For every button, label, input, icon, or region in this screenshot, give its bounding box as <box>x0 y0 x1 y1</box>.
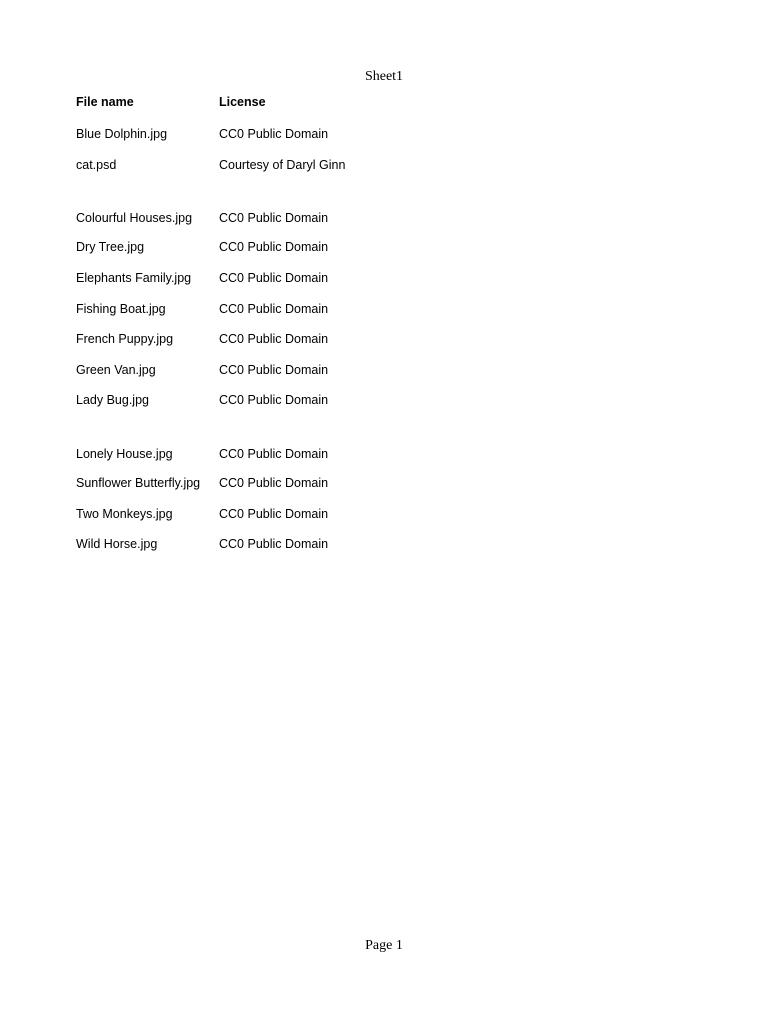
cell-file-name: Sunflower Butterfly.jpg <box>76 476 201 491</box>
cell-license: CC0 Public Domain <box>219 362 329 377</box>
cell-file-name: Fishing Boat.jpg <box>76 301 166 316</box>
cell-license: CC0 Public Domain <box>219 240 329 255</box>
table-row <box>76 263 419 294</box>
page-number: Page 1 <box>365 938 403 953</box>
sheet-title: Sheet1 <box>364 69 404 84</box>
table-row <box>76 324 419 355</box>
column-header-file-name: File name <box>76 95 134 109</box>
table-row <box>76 119 419 150</box>
cell-file-name: Lonely House.jpg <box>76 446 173 461</box>
table-row <box>76 293 419 324</box>
cell-file-name: French Puppy.jpg <box>76 332 174 347</box>
cell-file-name: Elephants Family.jpg <box>76 271 192 286</box>
table-header-row <box>76 93 419 119</box>
cell-license: CC0 Public Domain <box>219 127 329 142</box>
cell-file-name: Blue Dolphin.jpg <box>76 127 168 142</box>
cell-license: CC0 Public Domain <box>219 446 329 461</box>
table-row <box>76 468 419 499</box>
cell-license: CC0 Public Domain <box>219 332 329 347</box>
cell-license: CC0 Public Domain <box>219 506 329 521</box>
table-row <box>76 232 419 263</box>
table-row <box>76 498 419 529</box>
cell-license: Courtesy of Daryl Ginn <box>219 157 346 172</box>
cell-file-name: cat.psd <box>76 157 117 172</box>
cell-file-name: Green Van.jpg <box>76 362 156 377</box>
cell-file-name: Colourful Houses.jpg <box>76 211 193 226</box>
column-header-license: License <box>219 95 266 109</box>
table-row <box>76 355 419 386</box>
cell-license: CC0 Public Domain <box>219 211 329 226</box>
cell-license: CC0 Public Domain <box>219 476 329 491</box>
cell-license: CC0 Public Domain <box>219 271 329 286</box>
cell-license: CC0 Public Domain <box>219 393 329 408</box>
table-row <box>76 416 419 468</box>
table-row <box>76 180 419 232</box>
cell-file-name: Lady Bug.jpg <box>76 393 149 408</box>
table-row <box>76 150 419 181</box>
table-row <box>76 529 419 560</box>
cell-file-name: Wild Horse.jpg <box>76 537 158 552</box>
cell-file-name: Two Monkeys.jpg <box>76 506 173 521</box>
license-table <box>76 93 419 560</box>
cell-license: CC0 Public Domain <box>219 537 329 552</box>
cell-file-name: Dry Tree.jpg <box>76 240 145 255</box>
cell-license: CC0 Public Domain <box>219 301 329 316</box>
table-row <box>76 385 419 416</box>
